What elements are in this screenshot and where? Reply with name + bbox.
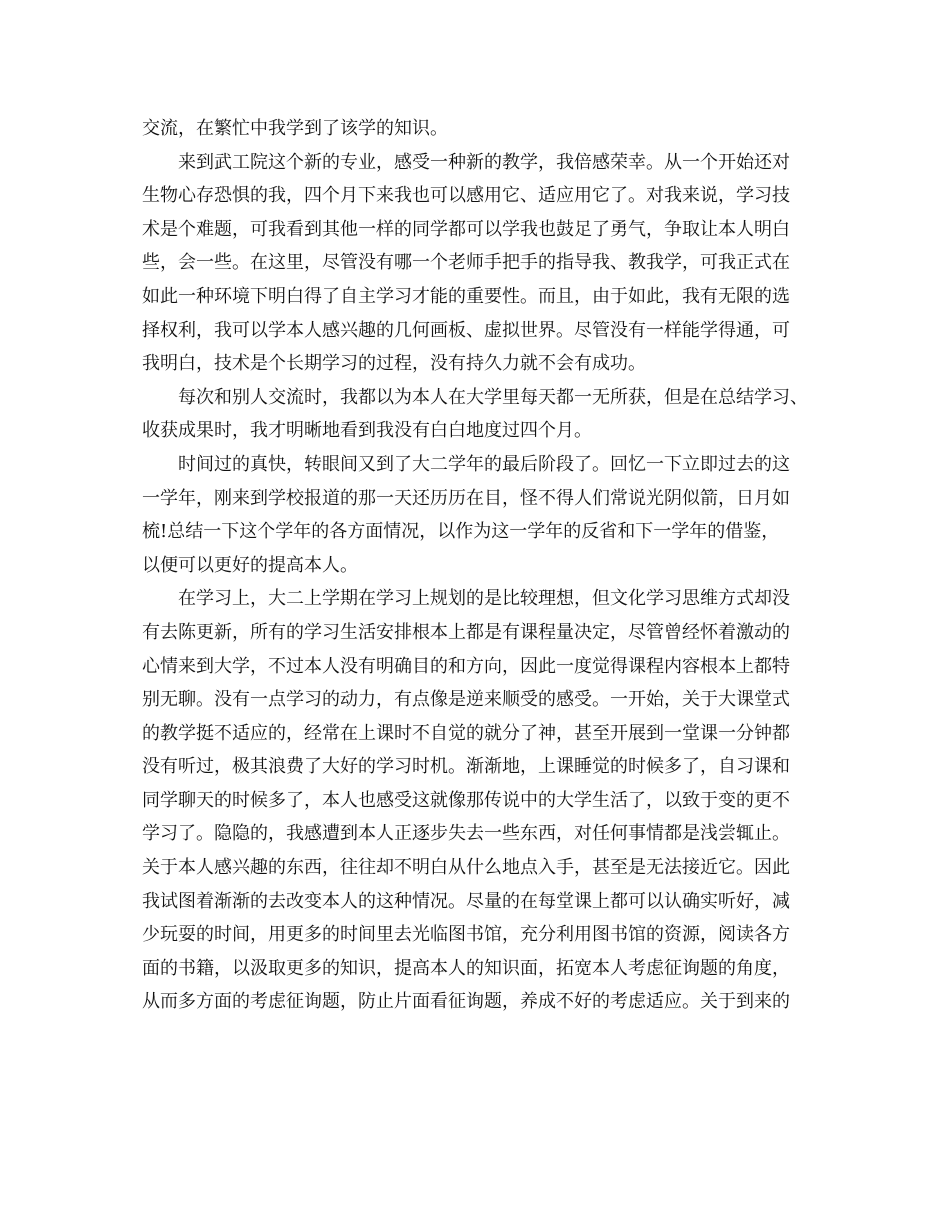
paragraph-first-line: 时间过的真快，转眼间又到了大二学年的最后阶段了。回忆一下立即过去的这 bbox=[178, 453, 790, 475]
text-line: 没有听过，极其浪费了大好的学习时机。渐渐地，上课睡觉的时候多了，自习课和 bbox=[142, 756, 790, 778]
text-line: 有去陈更新，所有的学习生活安排根本上都是有课程量决定，尽管曾经怀着激动的 bbox=[142, 621, 790, 643]
text-line: 学习了。隐隐的，我感遭到本人正逐步失去一些东西，对任何事情都是浅尝辄止。 bbox=[142, 823, 790, 845]
text-line: 关于本人感兴趣的东西，往往却不明白从什么地点入手，甚至是无法接近它。因此 bbox=[142, 857, 790, 879]
text-line: 些，会一些。在这里，尽管没有哪一个老师手把手的指导我、教我学，可我正式在 bbox=[142, 252, 790, 274]
text-line: 择权利，我可以学本人感兴趣的几何画板、虚拟世界。尽管没有一样能学得通，可 bbox=[142, 319, 790, 341]
body-text bbox=[142, 112, 832, 1019]
text-line: 少玩耍的时间，用更多的时间里去光临图书馆，充分利用图书馆的资源，阅读各方 bbox=[142, 924, 790, 946]
text-line: 同学聊天的时候多了，本人也感受这就像那传说中的大学生活了，以致于变的更不 bbox=[142, 789, 790, 811]
text-line: 面的书籍，以汲取更多的知识，提高本人的知识面，拓宽本人考虑征询题的角度， bbox=[142, 957, 790, 979]
text-line: 以便可以更好的提高本人。 bbox=[142, 554, 358, 576]
text-line: 生物心存恐惧的我，四个月下来我也可以感用它、适应用它了。对我来说，学习技 bbox=[142, 185, 790, 207]
text-line: 我明白，技术是个长期学习的过程，没有持久力就不会有成功。 bbox=[142, 353, 646, 375]
text-line: 术是个难题，可我看到其他一样的同学都可以学我也鼓足了勇气，争取让本人明白 bbox=[142, 218, 790, 240]
paragraph-first-line: 在学习上，大二上学期在学习上规划的是比较理想，但文化学习思维方式却没 bbox=[178, 588, 790, 610]
text-line: 如此一种环境下明白得了自主学习才能的重要性。而且，由于如此，我有无限的选 bbox=[142, 285, 790, 307]
text-line: 的教学挺不适应的，经常在上课时不自觉的就分了神，甚至开展到一堂课一分钟都 bbox=[142, 722, 790, 744]
text-line: 心情来到大学，不过本人没有明确目的和方向，因此一度觉得课程内容根本上都特 bbox=[142, 655, 790, 677]
text-line: 我试图着渐渐的去改变本人的这种情况。尽量的在每堂课上都可以认确实听好，减 bbox=[142, 890, 790, 912]
text-line: 别无聊。没有一点学习的动力，有点像是逆来顺受的感受。一开始，关于大课堂式 bbox=[142, 689, 790, 711]
text-line: 交流，在繁忙中我学到了该学的知识。 bbox=[142, 118, 448, 139]
paragraph-first-line: 每次和别人交流时，我都以为本人在大学里每天都一无所获，但是在总结学习、 bbox=[178, 386, 808, 408]
text-line: 收获成果时，我才明晰地看到我没有白白地度过四个月。 bbox=[142, 420, 592, 442]
text-line: 梳!总结一下这个学年的各方面情况，以作为这一学年的反省和下一学年的借鉴， bbox=[142, 521, 780, 543]
text-line: 一学年，刚来到学校报道的那一天还历历在目，怪不得人们常说光阴似箭，日月如 bbox=[142, 487, 790, 509]
text-line: 从而多方面的考虑征询题，防止片面看征询题，养成不好的考虑适应。关于到来的 bbox=[142, 991, 790, 1013]
paragraph-first-line: 来到武工院这个新的专业，感受一种新的教学，我倍感荣幸。从一个开始还对 bbox=[178, 151, 790, 173]
